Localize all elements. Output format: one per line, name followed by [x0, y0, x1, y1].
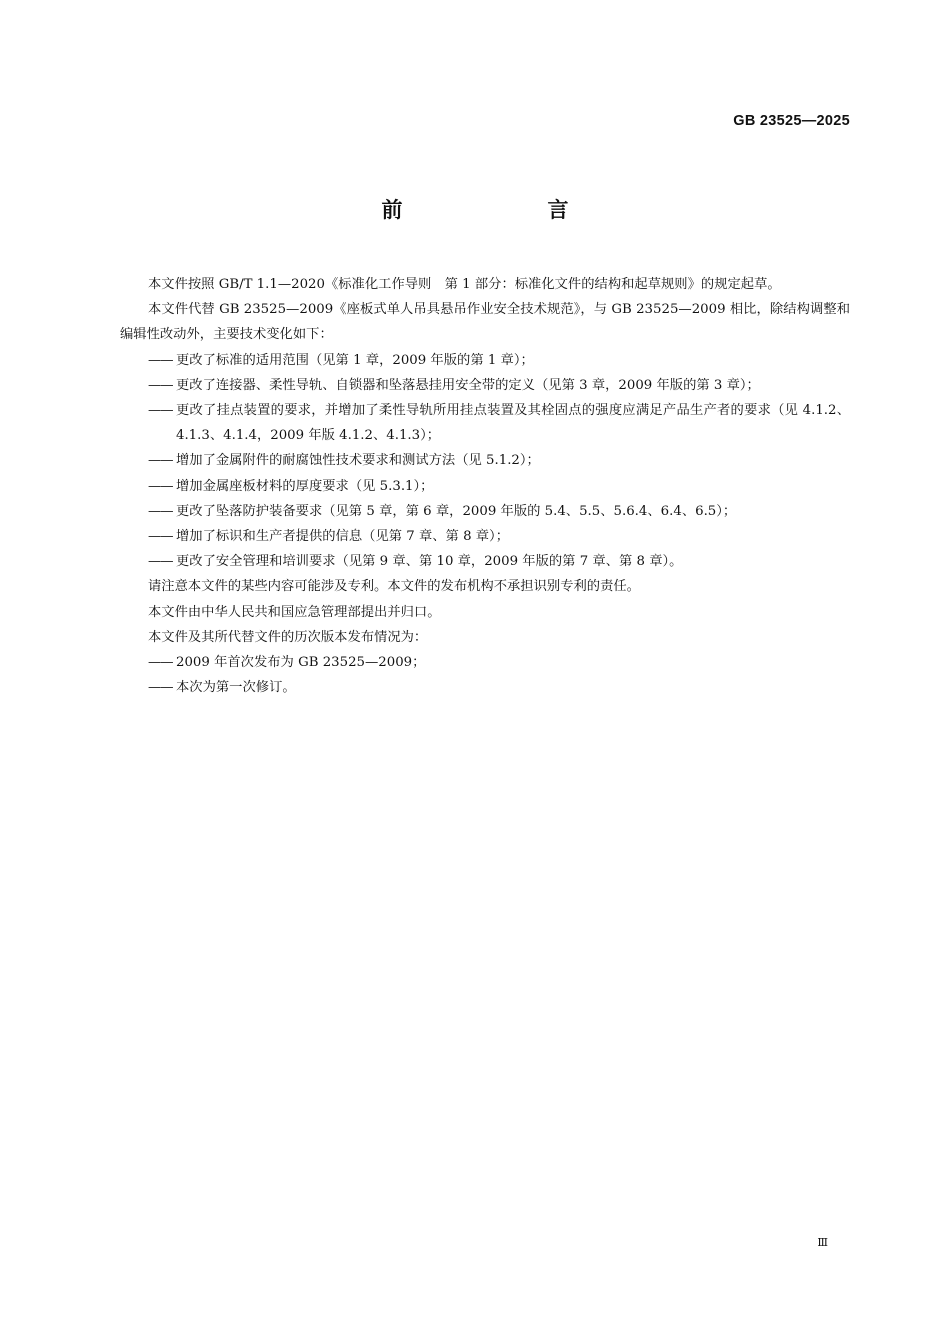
dash-marker: ——: [148, 403, 173, 419]
standard-code: GB 23525—2025: [733, 113, 850, 129]
paragraph-proposer: 本文件由中华人民共和国应急管理部提出并归口。: [148, 604, 441, 620]
list-item-text: 本次为第一次修订。: [176, 680, 296, 696]
changes-list: [120, 348, 850, 575]
list-item-text: 更改了安全管理和培训要求（见第 9 章、第 10 章，2009 年版的第 7 章、第 8 章）。: [176, 554, 683, 570]
paragraph-history-intro: 本文件及其所代替文件的历次版本发布情况为：: [148, 629, 428, 645]
paragraph-drafting-basis: 本文件按照 GB/T 1.1—2020《标准化工作导则 第 1 部分：标准化文件的结构和起草规则》的规定起草。: [148, 277, 781, 292]
list-item: [120, 398, 850, 448]
history-list: [120, 650, 850, 700]
dash-marker: ——: [148, 503, 173, 519]
paragraph-replacement: 本文件代替 GB 23525—2009《座板式单人吊具悬吊作业安全技术规范》，与 GB 23525—2009 相比，除结构调整和编辑性改动外，主要技术变化如下：: [120, 302, 850, 343]
dash-marker: ——: [148, 453, 173, 469]
page-number: Ⅲ: [817, 1236, 828, 1249]
list-item-text: 更改了坠落防护装备要求（见第 5 章，第 6 章，2009 年版的 5.4、5.5、5.6.4、6.4、6.5）；: [176, 503, 737, 519]
list-item: [120, 549, 850, 574]
dash-marker: ——: [148, 655, 173, 671]
dash-marker: ——: [148, 529, 173, 545]
document-body: [120, 272, 850, 700]
list-item-text: 2009 年首次发布为 GB 23525—2009；: [176, 655, 426, 671]
list-item: [120, 474, 850, 499]
dash-marker: ——: [148, 554, 173, 570]
list-item: [120, 675, 850, 700]
list-item: [120, 499, 850, 524]
dash-marker: ——: [148, 352, 173, 368]
paragraph-patent-notice: 请注意本文件的某些内容可能涉及专利。本文件的发布机构不承担识别专利的责任。: [148, 579, 640, 595]
dash-marker: ——: [148, 478, 173, 494]
dash-marker: ——: [148, 680, 173, 696]
page-title: 前 言: [381, 198, 631, 222]
list-item: [120, 524, 850, 549]
list-item: [120, 650, 850, 675]
list-item-text: 更改了标准的适用范围（见第 1 章，2009 年版的第 1 章）；: [176, 352, 534, 368]
list-item-text: 更改了连接器、柔性导轨、自锁器和坠落悬挂用安全带的定义（见第 3 章，2009 年版的第 3 章）；: [176, 377, 760, 393]
dash-marker: ——: [148, 377, 173, 393]
list-item: [120, 448, 850, 473]
list-item-text: 增加金属座板材料的厚度要求（见 5.3.1）；: [176, 478, 434, 494]
list-item-text: 增加了标识和生产者提供的信息（见第 7 章、第 8 章）；: [176, 529, 510, 545]
list-item: [120, 373, 850, 398]
list-item-text: 更改了挂点装置的要求，并增加了柔性导轨所用挂点装置及其栓固点的强度应满足产品生产者的要求（见 4.1.2、4.1.3、4.1.4，2009 年版 4.1.2、4.1.3）；: [176, 403, 850, 444]
list-item-text: 增加了金属附件的耐腐蚀性技术要求和测试方法（见 5.1.2）；: [176, 453, 540, 469]
list-item: [120, 348, 850, 373]
